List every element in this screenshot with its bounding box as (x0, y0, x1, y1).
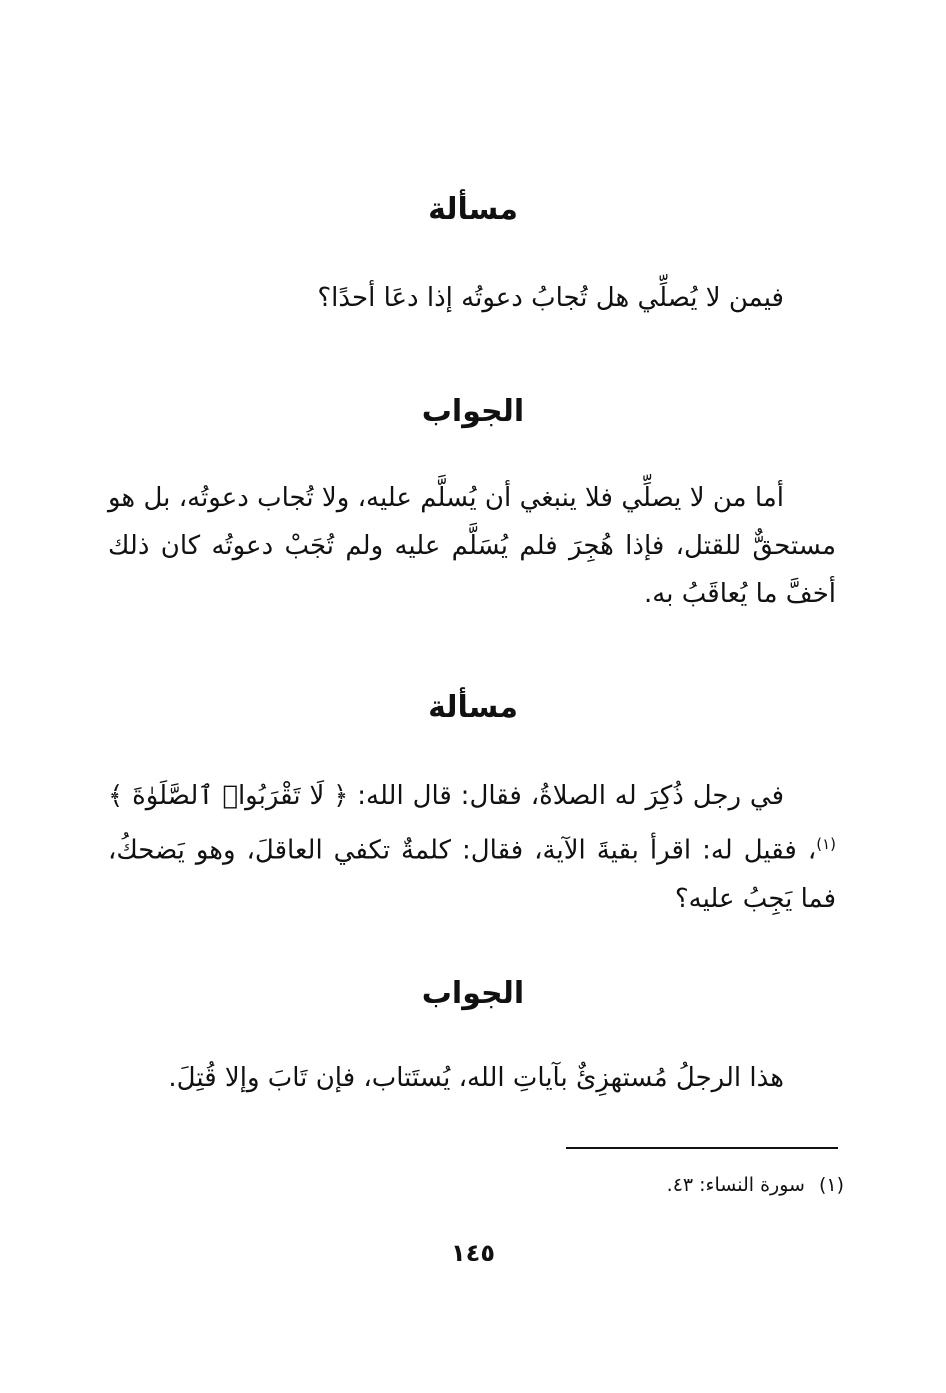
answer-heading-2: الجواب (421, 976, 525, 1011)
footnote-reference[interactable]: (١) (816, 835, 836, 853)
footnote-divider (566, 1147, 838, 1149)
issue-question-2 (108, 772, 836, 923)
answer-paragraph-1 (108, 474, 836, 618)
issue-question-1-text: فيمن لا يُصلِّي هل تُجابُ دعوتُه إذا دعَا أحدًا؟ (317, 283, 784, 313)
page-number: ١٤٥ (451, 1239, 495, 1267)
issue-question-2-text-a: في رجل ذُكِرَ له الصلاةُ، فقال: قال الله: ﴿ لَا تَقْرَبُوا۟ ٱلصَّلَوٰةَ ﴾ (108, 781, 784, 811)
issue-heading-1: مسألة (428, 192, 518, 227)
footnote (108, 1170, 844, 1200)
answer-heading-1: الجواب (421, 394, 525, 429)
footnote-text: سورة النساء: ٤٣. (666, 1174, 805, 1196)
issue-question-1 (108, 274, 836, 322)
footnote-marker: (١) (818, 1174, 844, 1196)
answer-paragraph-2-text: هذا الرجلُ مُستهزِئٌ بآياتِ الله، يُستَتاب، فإن تَابَ وإلا قُتِلَ. (168, 1063, 784, 1093)
issue-question-2-text-b: ، فقيل له: اقرأ بقيةَ الآية، فقال: كلمةٌ تكفي العاقلَ، وهو يَضحكُ، فما يَجِبُ عليه؟ (108, 835, 836, 914)
issue-heading-2: مسألة (428, 690, 518, 725)
answer-paragraph-1-text: أما من لا يصلِّي فلا ينبغي أن يُسلَّم عليه، ولا تُجاب دعوتُه، بل هو مستحقٌّ للقتل، فإذا هُجِرَ فلم يُسَلَّم عليه ولم تُجَبْ دعوتُه كان ذلك أخفَّ ما يُعاقَبُ به. (108, 483, 836, 609)
answer-paragraph-2 (108, 1054, 836, 1102)
